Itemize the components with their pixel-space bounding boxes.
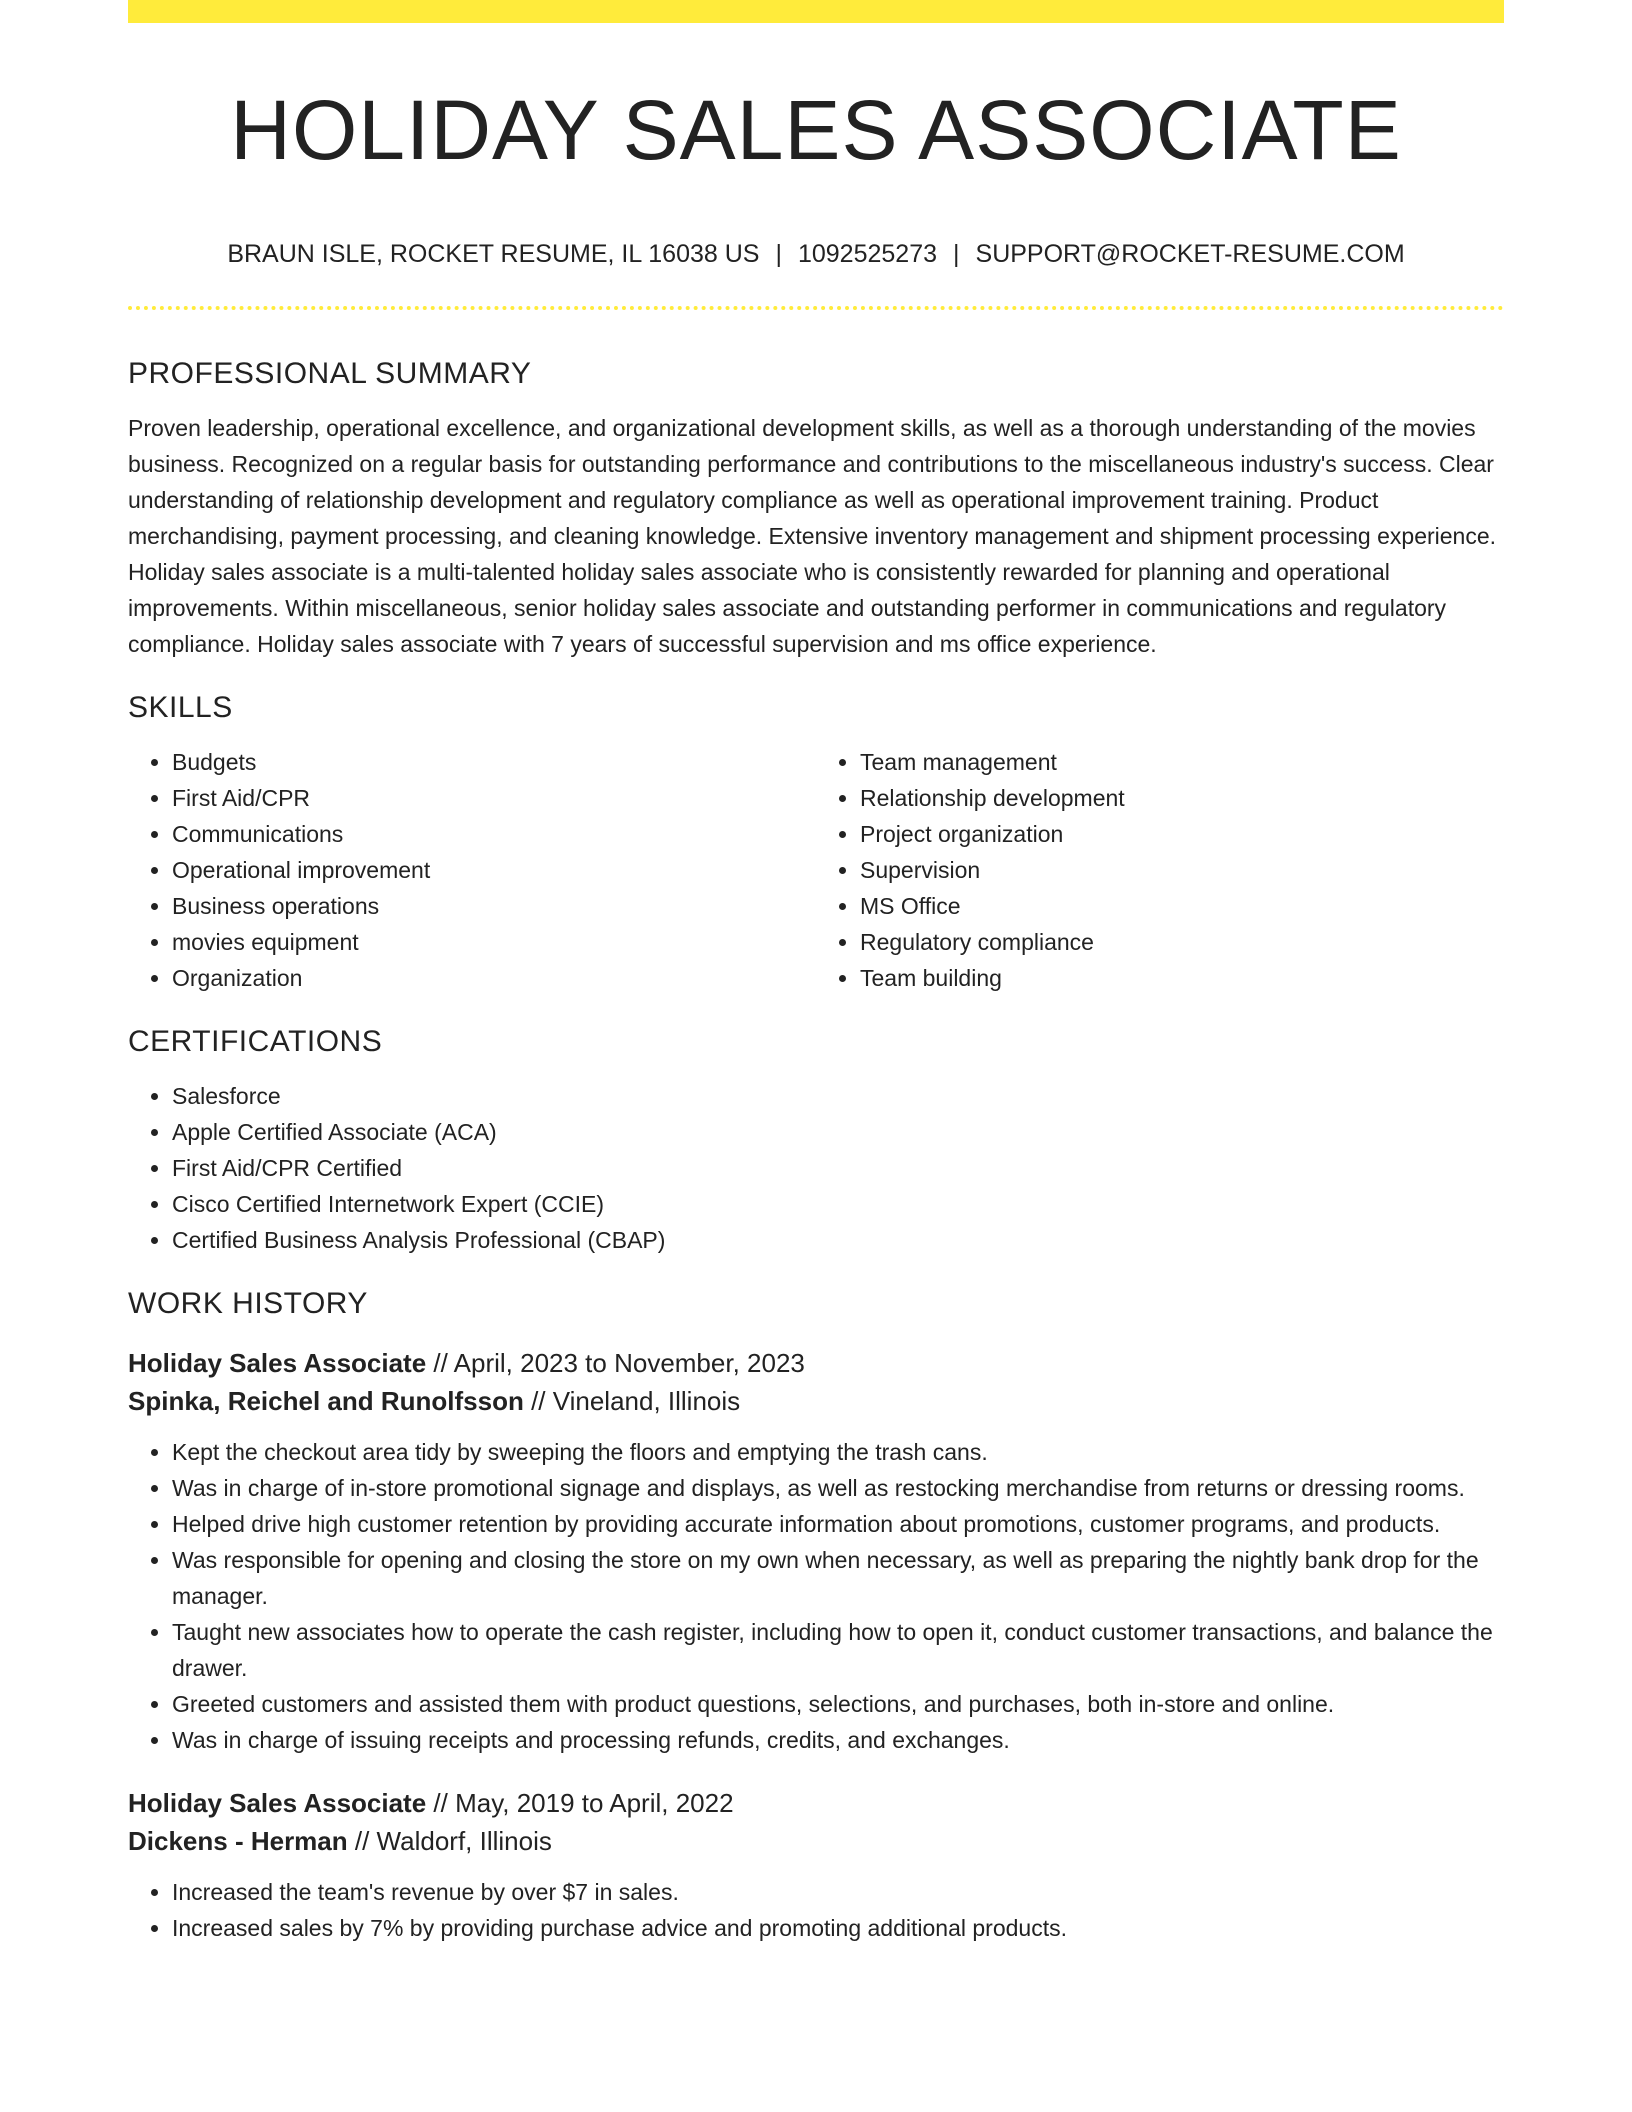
job-bullet: • Helped drive high customer retention by providing accurate information about promotions, customer programs, and products.: [172, 1506, 1504, 1542]
skill-item: • First Aid/CPR: [172, 780, 816, 816]
job-bullet: • Kept the checkout area tidy by sweeping the floors and emptying the trash cans.: [172, 1434, 1504, 1470]
work-history-heading: WORK HISTORY: [128, 1287, 368, 1320]
job-title-line: [128, 1344, 1504, 1382]
skill-item: • Team management: [860, 744, 1504, 780]
skill-item: • movies equipment: [172, 924, 816, 960]
job-company: Dickens - Herman: [128, 1826, 348, 1856]
skill-item: • Budgets: [172, 744, 816, 780]
skills-columns: [128, 744, 1504, 996]
job-title: Holiday Sales Associate: [128, 1788, 427, 1818]
contact-separator: |: [953, 240, 960, 268]
job-bullet: • Was in charge of issuing receipts and processing refunds, credits, and exchanges.: [172, 1722, 1504, 1758]
job-bullets: [128, 1874, 1504, 1946]
certification-item: • Certified Business Analysis Professional (CBAP): [172, 1222, 1504, 1258]
job-company-line: [128, 1822, 1504, 1860]
contact-phone: 1092525273: [797, 240, 938, 268]
skill-item: • Business operations: [172, 888, 816, 924]
job-bullet: • Was responsible for opening and closing the store on my own when necessary, as well as preparing the nightly bank drop for the manager.: [172, 1542, 1504, 1614]
job-dates: // May, 2019 to April, 2022: [426, 1788, 734, 1818]
skills-list-left: [128, 744, 816, 996]
accent-top-bar: [128, 0, 1504, 23]
certifications-list: [128, 1078, 1504, 1258]
skill-item: • Supervision: [860, 852, 1504, 888]
certification-item: • Salesforce: [172, 1078, 1504, 1114]
job-bullet: • Taught new associates how to operate the cash register, including how to open it, conduct customer transactions, and balance the drawer.: [172, 1614, 1504, 1686]
job-title: Holiday Sales Associate: [128, 1348, 427, 1378]
job-entry: [128, 1344, 1504, 1758]
skill-item: • Relationship development: [860, 780, 1504, 816]
job-company: Spinka, Reichel and Runolfsson: [128, 1386, 524, 1416]
job-location: // Waldorf, Illinois: [347, 1826, 552, 1856]
skills-heading: SKILLS: [128, 691, 233, 724]
skills-section: [128, 686, 1504, 996]
job-bullet: • Greeted customers and assisted them with product questions, selections, and purchases, both in-store and online.: [172, 1686, 1504, 1722]
certification-item: • Cisco Certified Internetwork Expert (CCIE): [172, 1186, 1504, 1222]
summary-text: Proven leadership, operational excellence, and organizational development skills, as well as a thorough understanding of the movies business. Recognized on a regular basis for outstanding performance and contributions to the miscellaneous industry's success. Clear understanding of relationship development and regulatory compliance as well as operational improvement training. Product merchandising, payment processing, and cleaning knowledge. Extensive inventory management and shipment processing experience. Holiday sales associate is a multi-talented holiday sales associate who is consistently rewarded for planning and operational improvements. Within miscellaneous, senior holiday sales associate and outstanding performer in communications and regulatory compliance. Holiday sales associate with 7 years of successful supervision and ms office experience.: [128, 415, 1497, 657]
certifications-heading: CERTIFICATIONS: [128, 1025, 383, 1058]
dotted-divider: [128, 306, 1504, 310]
contact-separator: |: [775, 240, 782, 268]
resume-title: HOLIDAY SALES ASSOCIATE: [230, 83, 1402, 177]
job-bullets: [128, 1434, 1504, 1758]
skills-list-right: [816, 744, 1504, 996]
job-title-line: [128, 1784, 1504, 1822]
certification-item: • First Aid/CPR Certified: [172, 1150, 1504, 1186]
contact-line: [128, 236, 1504, 272]
skill-item: • Organization: [172, 960, 816, 996]
job-location: // Vineland, Illinois: [523, 1386, 741, 1416]
skill-item: • Operational improvement: [172, 852, 816, 888]
resume-body: [128, 352, 1504, 1946]
skill-item: • Team building: [860, 960, 1504, 996]
job-bullet: • Increased sales by 7% by providing purchase advice and promoting additional products.: [172, 1910, 1504, 1946]
job-bullet: • Increased the team's revenue by over $7 in sales.: [172, 1874, 1504, 1910]
summary-heading: PROFESSIONAL SUMMARY: [128, 357, 532, 390]
skill-item: • Regulatory compliance: [860, 924, 1504, 960]
job-dates: // April, 2023 to November, 2023: [426, 1348, 805, 1378]
contact-address: BRAUN ISLE, ROCKET RESUME, IL 16038 US: [227, 240, 760, 268]
summary-section: [128, 352, 1504, 662]
job-entry: [128, 1784, 1504, 1946]
contact-email: SUPPORT@ROCKET-RESUME.COM: [975, 240, 1405, 268]
job-bullet: • Was in charge of in-store promotional signage and displays, as well as restocking merchandise from returns or dressing rooms.: [172, 1470, 1504, 1506]
work-history-section: [128, 1282, 1504, 1946]
skill-item: • Communications: [172, 816, 816, 852]
certifications-section: [128, 1020, 1504, 1258]
skill-item: • MS Office: [860, 888, 1504, 924]
skill-item: • Project organization: [860, 816, 1504, 852]
certification-item: • Apple Certified Associate (ACA): [172, 1114, 1504, 1150]
job-company-line: [128, 1382, 1504, 1420]
